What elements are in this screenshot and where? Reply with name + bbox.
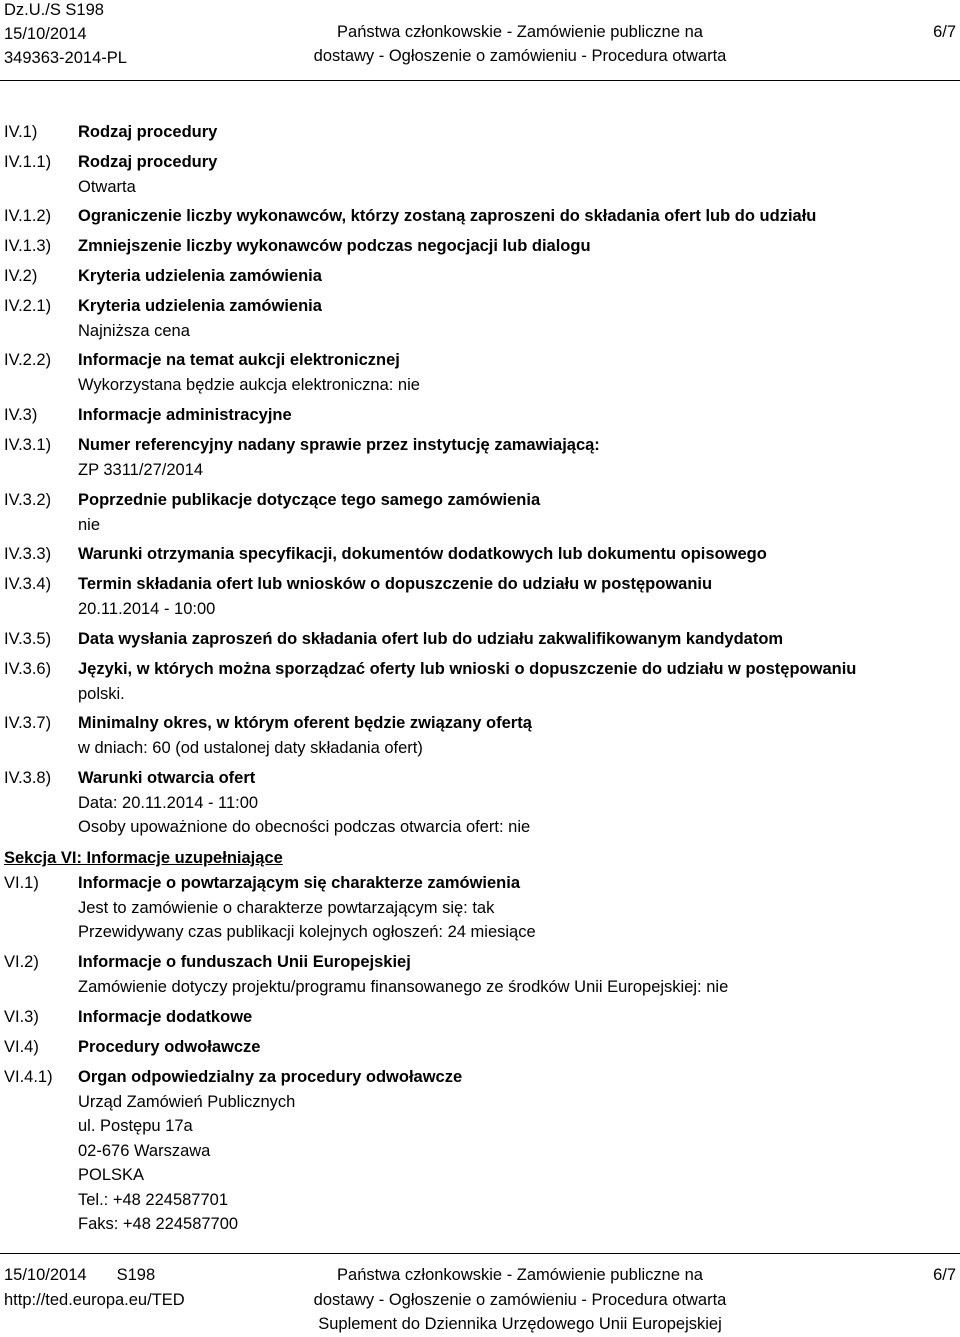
- section-heading: Informacje o funduszach Unii Europejskiej: [78, 953, 411, 971]
- footer-title-line3: Suplement do Dziennika Urzędowego Unii Europejskiej: [318, 1315, 722, 1333]
- section-heading: Termin składania ofert lub wniosków o dopuszczenie do udziału w postępowaniu: [78, 575, 713, 593]
- section-number: IV.2.1): [4, 297, 52, 315]
- section-heading: Informacje dodatkowe: [78, 1008, 253, 1026]
- section-number: IV.1.3): [4, 237, 52, 255]
- page-header: [0, 0, 960, 72]
- section-heading: Poprzednie publikacje dotyczące tego samego zamówienia: [78, 491, 541, 509]
- authority-fax: Faks: +48 224587700: [78, 1215, 239, 1233]
- section-body: [78, 657, 948, 706]
- section-number: IV.3.8): [4, 769, 52, 787]
- footer-title-line2: dostawy - Ogłoszenie o zamówieniu - Procedura otwarta: [313, 1290, 727, 1309]
- section-number: VI.1): [4, 874, 39, 892]
- section-body: [78, 403, 948, 428]
- section-body: [78, 766, 948, 840]
- section-number: IV.1.1): [4, 153, 52, 171]
- section-value: Otwarta: [78, 177, 136, 196]
- section-body: [78, 1035, 948, 1060]
- section-number: VI.4): [4, 1038, 39, 1056]
- section-number: IV.3): [4, 406, 38, 424]
- section-heading: Informacje administracyjne: [78, 406, 292, 424]
- section-number: IV.3.3): [4, 545, 52, 563]
- section-number: IV.3.2): [4, 491, 52, 509]
- section-heading: Organ odpowiedzialny za procedury odwoławcze: [78, 1068, 463, 1086]
- section-value: w dniach: 60 (od ustalonej daty składania ofert): [78, 738, 423, 757]
- section-value: Zamówienie dotyczy projektu/programu finansowanego ze środków Unii Europejskiej: nie: [78, 977, 729, 996]
- authority-name: Urząd Zamówień Publicznych: [78, 1092, 296, 1111]
- section-value: Wykorzystana będzie aukcja elektroniczna: nie: [78, 375, 420, 394]
- section-number: IV.3.7): [4, 714, 52, 732]
- section-heading: Kryteria udzielenia zamówienia: [78, 267, 322, 285]
- section-value: Przewidywany czas publikacji kolejnych ogłoszeń: 24 miesiące: [78, 923, 536, 941]
- section-heading: Informacje na temat aukcji elektronicznej: [78, 351, 400, 369]
- section-heading: Warunki otrzymania specyfikacji, dokumentów dodatkowych lub dokumentu opisowego: [78, 545, 767, 563]
- section-number: IV.1.2): [4, 207, 52, 225]
- footer-date: 15/10/2014: [4, 1266, 87, 1284]
- section-value: Data: 20.11.2014 - 11:00: [78, 793, 259, 812]
- footer-page-number: 6/7: [933, 1266, 956, 1284]
- section-value: polski.: [78, 684, 125, 703]
- section-vi-title: Sekcja VI: Informacje uzupełniające: [4, 849, 283, 867]
- authority-country: POLSKA: [78, 1166, 145, 1184]
- header-title-line2: dostawy - Ogłoszenie o zamówieniu - Procedura otwarta: [313, 47, 727, 65]
- section-body: [78, 120, 948, 145]
- section-heading: Rodzaj procedury: [78, 123, 218, 141]
- section-number: IV.3.5): [4, 630, 52, 648]
- section-value: ZP 3311/27/2014: [78, 460, 204, 479]
- header-title-line1: Państwa członkowskie - Zamówienie publiczne na: [337, 23, 703, 41]
- header-left: [4, 0, 127, 70]
- section-value: 20.11.2014 - 10:00: [78, 599, 216, 618]
- footer-issue: S198: [116, 1266, 156, 1284]
- section-number: IV.2): [4, 267, 38, 285]
- footer-url[interactable]: http://ted.europa.eu/TED: [4, 1290, 185, 1309]
- section-body: [78, 950, 948, 999]
- section-heading: Data wysłania zaproszeń do składania ofert lub do udziału zakwalifikowanym kandydatom: [78, 630, 784, 648]
- section-value: Jest to zamówienie o charakterze powtarzającym się: tak: [78, 898, 495, 917]
- section-heading: Minimalny okres, w którym oferent będzie związany ofertą: [78, 714, 532, 732]
- section-number: IV.3.1): [4, 436, 52, 454]
- section-number: VI.3): [4, 1008, 39, 1026]
- section-heading: Ograniczenie liczby wykonawców, którzy zostaną zaproszeni do składania ofert lub do udziału: [78, 207, 817, 225]
- section-body: [78, 488, 948, 537]
- section-body: [78, 204, 948, 229]
- header-date: 15/10/2014: [4, 25, 87, 43]
- section-body: [78, 542, 948, 567]
- section-heading: Numer referencyjny nadany sprawie przez instytucję zamawiającą:: [78, 436, 600, 454]
- section-body: [78, 433, 948, 482]
- section-heading: Warunki otwarcia ofert: [78, 769, 256, 787]
- footer-divider: [0, 1253, 960, 1254]
- header-page-number: 6/7: [933, 23, 956, 41]
- section-body: [78, 1065, 948, 1237]
- notice-id: 349363-2014-PL: [4, 49, 127, 67]
- section-heading: Informacje o powtarzającym się charakterze zamówienia: [78, 874, 521, 892]
- footer-title: [290, 1263, 750, 1337]
- section-value: Najniższa cena: [78, 321, 190, 340]
- authority-city: 02-676 Warszawa: [78, 1141, 211, 1160]
- doc-ref: Dz.U./S S198: [4, 1, 104, 19]
- section-body: [78, 1005, 948, 1030]
- section-body: [78, 871, 948, 945]
- footer-date-issue: [4, 1263, 185, 1288]
- section-body: [78, 348, 948, 397]
- section-number: IV.3.6): [4, 660, 52, 678]
- section-heading: Procedury odwoławcze: [78, 1038, 261, 1056]
- header-divider: [0, 80, 960, 81]
- section-heading: Kryteria udzielenia zamówienia: [78, 297, 322, 315]
- authority-street: ul. Postępu 17a: [78, 1117, 193, 1135]
- section-number: IV.3.4): [4, 575, 52, 593]
- footer-title-line1: Państwa członkowskie - Zamówienie publiczne na: [337, 1266, 703, 1284]
- section-body: [78, 234, 948, 259]
- section-heading: Zmniejszenie liczby wykonawców podczas negocjacji lub dialogu: [78, 237, 591, 255]
- section-number: VI.2): [4, 953, 39, 971]
- section-number: IV.1): [4, 123, 38, 141]
- section-heading: Języki, w których można sporządzać oferty lub wnioski o dopuszczenie do udziału w postępowaniu: [78, 660, 857, 678]
- section-body: [78, 572, 948, 621]
- section-number: IV.2.2): [4, 351, 52, 369]
- section-body: [78, 294, 948, 343]
- section-value: nie: [78, 515, 101, 534]
- footer-left: [4, 1263, 185, 1312]
- section-body: [78, 711, 948, 760]
- section-number: VI.4.1): [4, 1068, 53, 1086]
- authority-phone: Tel.: +48 224587701: [78, 1190, 229, 1209]
- section-body: [78, 627, 948, 652]
- section-value: Osoby upoważnione do obecności podczas otwarcia ofert: nie: [78, 818, 531, 836]
- header-title: [290, 20, 750, 68]
- section-body: [78, 150, 948, 199]
- section-body: [78, 264, 948, 289]
- section-heading: Rodzaj procedury: [78, 153, 218, 171]
